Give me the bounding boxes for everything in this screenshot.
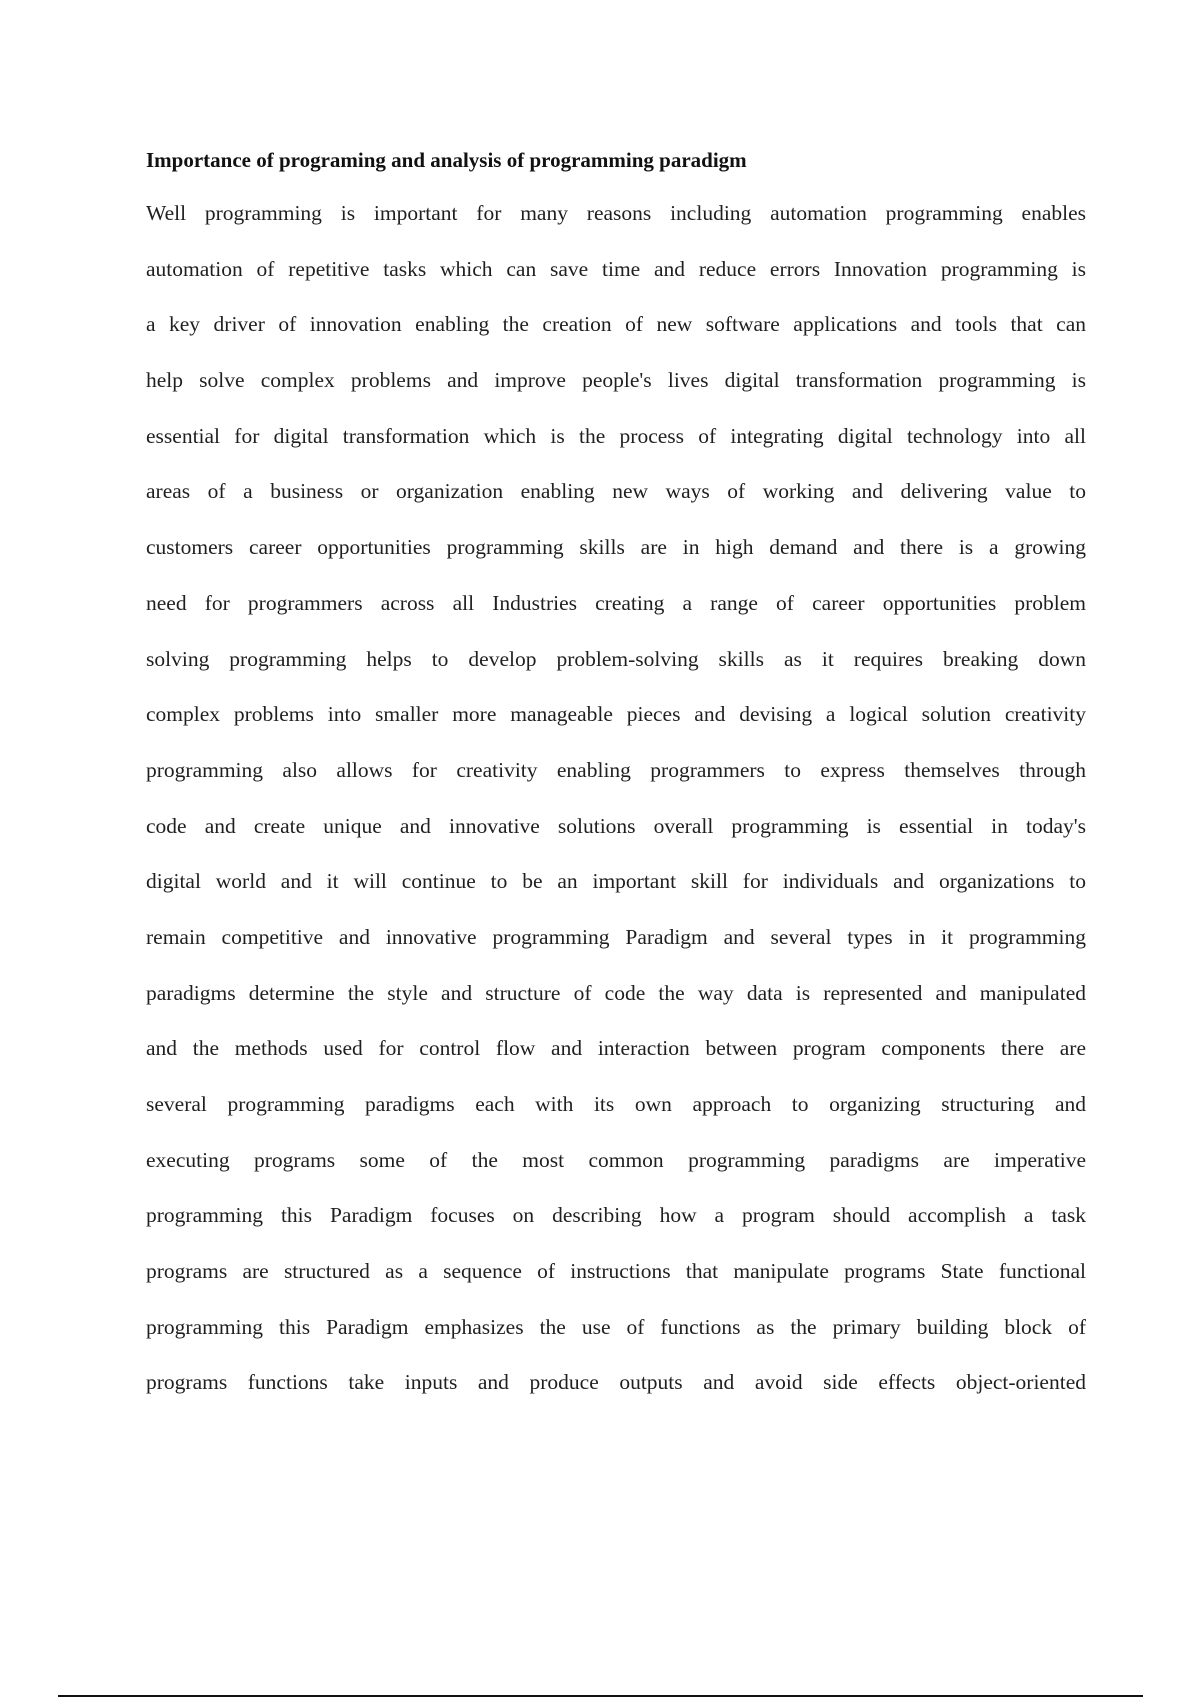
paragraph-line: Well programming is important for many reasons including automation programming enables [146,201,1086,225]
paragraph-line: areas of a business or organization enabling new ways of working and delivering value to [146,479,1086,504]
paragraph-line: complex problems into smaller more manageable pieces and devising a logical solution creativity [146,702,1086,727]
paragraph-line: programs functions take inputs and produce outputs and avoid side effects object-oriented [146,1370,1086,1395]
paragraph-line: automation of repetitive tasks which can save time and reduce errors Innovation programming is [146,256,1086,281]
paragraph-line: a key driver of innovation enabling the creation of new software applications and tools that can [146,312,1086,337]
paragraph-line: remain competitive and innovative programming Paradigm and several types in it programming [146,924,1086,949]
paragraph-line: programming this Paradigm emphasizes the use of functions as the primary building block of [146,1314,1086,1339]
paragraph-line: solving programming helps to develop problem-solving skills as it requires breaking down [146,646,1086,671]
footer-divider [58,1695,1143,1697]
paragraph-line: several programming paradigms each with its own approach to organizing structuring and [146,1092,1086,1116]
paragraph-line: programming this Paradigm focuses on describing how a program should accomplish a task [146,1203,1086,1228]
paragraph-line: digital world and it will continue to be an important skill for individuals and organizations to [146,869,1086,894]
paragraph-line: programming also allows for creativity enabling programmers to express themselves through [146,757,1086,782]
paragraph-line: essential for digital transformation which is the process of integrating digital technology into all [146,423,1086,448]
page-title: Importance of programing and analysis of programming paradigm [146,148,747,172]
paragraph-line: need for programmers across all Industries creating a range of career opportunities problem [146,590,1086,615]
paragraph-line: and the methods used for control flow and interaction between program components there are [146,1036,1086,1061]
paragraph-line: paradigms determine the style and structure of code the way data is represented and manipulated [146,980,1086,1005]
paragraph-line: help solve complex problems and improve people's lives digital transformation programming is [146,368,1086,393]
body-paragraph [146,196,1086,1421]
paragraph-line: programs are structured as a sequence of instructions that manipulate programs State functional [146,1259,1086,1284]
paragraph-line: customers career opportunities programming skills are in high demand and there is a growing [146,535,1086,560]
paragraph-line: code and create unique and innovative solutions overall programming is essential in today's [146,813,1086,838]
paragraph-line: executing programs some of the most common programming paradigms are imperative [146,1147,1086,1172]
